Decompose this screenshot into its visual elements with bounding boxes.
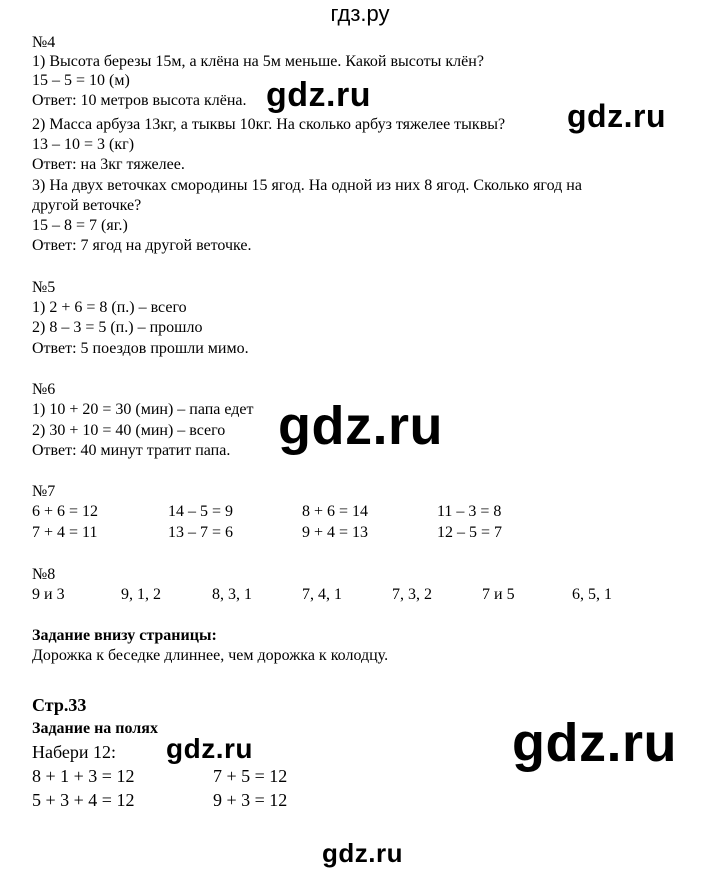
task7-cell: 7 + 4 = 11 xyxy=(32,524,98,541)
task4-solution-2: 13 – 10 = 3 (кг) xyxy=(32,136,135,153)
watermark: gdz.ru xyxy=(278,396,443,456)
task7-cell: 8 + 6 = 14 xyxy=(302,503,369,520)
task4-question-2: 2) Масса арбуза 13кг, а тыквы 10кг. На сколько арбуз тяжелее тыквы? xyxy=(32,116,506,133)
task7-title: №7 xyxy=(32,483,56,500)
task4-question-3a: 3) На двух веточках смородины 15 ягод. На одной из них 8 ягод. Сколько ягод на xyxy=(32,177,582,194)
task8-item: 9, 1, 2 xyxy=(121,586,161,603)
task5-line-1: 1) 2 + 6 = 8 (п.) – всего xyxy=(32,299,187,316)
watermark: gdz.ru xyxy=(266,76,371,114)
bottom-task-title: Задание внизу страницы: xyxy=(32,627,217,644)
task6-line-2: 2) 30 + 10 = 40 (мин) – всего xyxy=(32,422,226,439)
task5-answer: Ответ: 5 поездов прошли мимо. xyxy=(32,340,249,357)
task8-item: 8, 3, 1 xyxy=(212,586,252,603)
watermark: gdz.ru xyxy=(567,98,666,134)
watermark: gdz.ru xyxy=(166,733,253,764)
task7-cell: 6 + 6 = 12 xyxy=(32,503,99,520)
page33-subtitle: Задание на полях xyxy=(32,720,158,737)
task4-solution-1: 15 – 5 = 10 (м) xyxy=(32,72,130,89)
task7-cell: 13 – 7 = 6 xyxy=(168,524,234,541)
task7-cell: 12 – 5 = 7 xyxy=(437,524,503,541)
task4-answer-1: Ответ: 10 метров высота клёна. xyxy=(32,92,247,109)
task4-answer-3: Ответ: 7 ягод на другой веточке. xyxy=(32,237,252,254)
task5-line-2: 2) 8 – 3 = 5 (п.) – прошло xyxy=(32,319,203,336)
page33-expression: 9 + 3 = 12 xyxy=(213,790,288,810)
page33-expression: 7 + 5 = 12 xyxy=(213,766,288,786)
task8-title: №8 xyxy=(32,566,56,583)
task7-cell: 11 – 3 = 8 xyxy=(437,503,502,520)
task7-cell: 14 – 5 = 9 xyxy=(168,503,234,520)
task8-item: 6, 5, 1 xyxy=(572,586,612,603)
task7-cell: 9 + 4 = 13 xyxy=(302,524,369,541)
task4-question-3b: другой веточке? xyxy=(32,197,142,214)
task6-answer: Ответ: 40 минут тратит папа. xyxy=(32,442,231,459)
page33-intro: Набери 12: xyxy=(32,742,117,762)
task4-title: №4 xyxy=(32,34,56,51)
task6-title: №6 xyxy=(32,381,56,398)
task8-item: 7 и 5 xyxy=(482,586,515,603)
task5-title: №5 xyxy=(32,279,56,296)
task4-solution-3: 15 – 8 = 7 (яг.) xyxy=(32,217,128,234)
watermark: gdz.ru xyxy=(512,713,677,773)
bottom-task-text: Дорожка к беседке длиннее, чем дорожка к колодцу. xyxy=(32,647,389,664)
watermark: gdz.ru xyxy=(322,838,403,868)
task8-item: 7, 4, 1 xyxy=(302,586,342,603)
page33-expression: 8 + 1 + 3 = 12 xyxy=(32,766,135,786)
page33-expression: 5 + 3 + 4 = 12 xyxy=(32,790,135,810)
page33-title: Стр.33 xyxy=(32,695,87,715)
task8-item: 9 и 3 xyxy=(32,586,65,603)
task6-line-1: 1) 10 + 20 = 30 (мин) – папа едет xyxy=(32,401,254,418)
task4-question-1: 1) Высота березы 15м, а клёна на 5м меньше. Какой высоты клён? xyxy=(32,53,484,70)
task4-answer-2: Ответ: на 3кг тяжелее. xyxy=(32,156,185,173)
site-header: гдз.ру xyxy=(330,1,390,26)
task8-item: 7, 3, 2 xyxy=(392,586,432,603)
